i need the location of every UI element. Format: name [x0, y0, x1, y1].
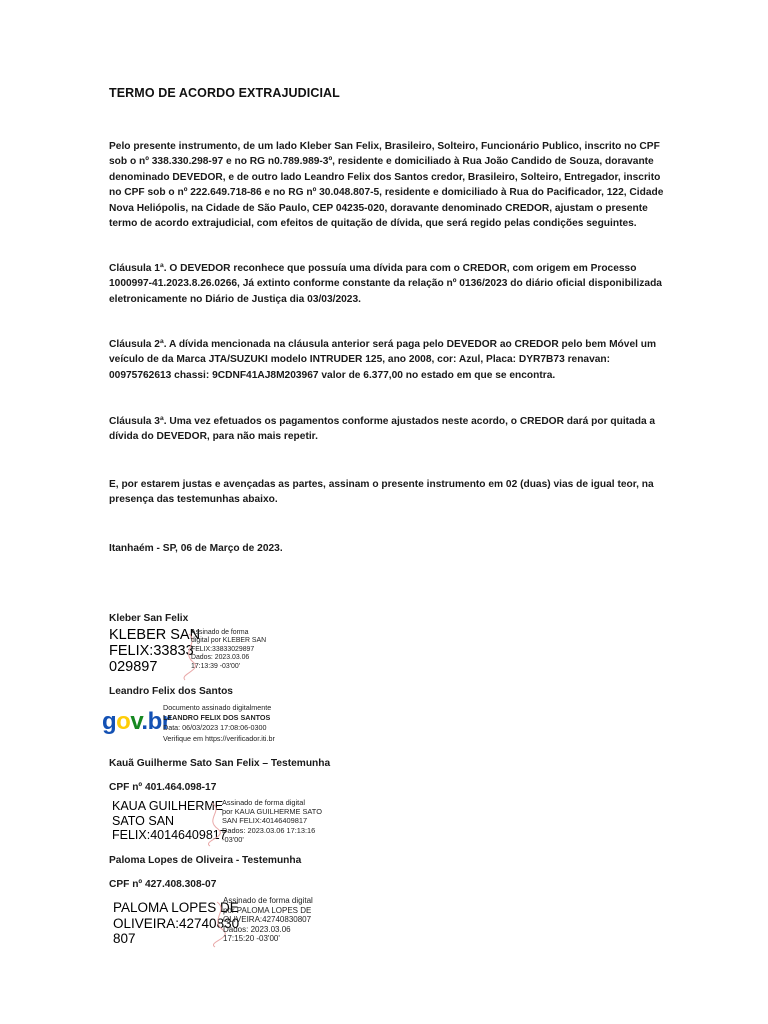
signature-meta-line: Assinado de forma [191, 629, 249, 636]
signature-meta-line: por KAUA GUILHERME SATO [222, 807, 322, 817]
signature-meta-line: -03'00' [222, 834, 244, 844]
document-title: TERMO DE ACORDO EXTRAJUDICIAL [109, 86, 340, 100]
closing-paragraph: E, por estarem justas e avençadas as partes, assinam o presente instrumento em 02 (duas) vias de igual teor, na presença das testemunhas abaixo. [109, 479, 654, 506]
signature-meta-line: 17:15:20 -03'00' [223, 934, 280, 944]
signature-meta-line: Assinado de forma digital [222, 798, 305, 807]
govbr-signer-name: LEANDRO FELIX DOS SANTOS [163, 713, 271, 723]
signature-name-line: PALOMA LOPES DE [113, 900, 239, 915]
govbr-signature-leandro [102, 703, 332, 743]
witness-cpf-kaua: CPF nº 401.464.098-17 [109, 782, 217, 793]
signature-name-line: KLEBER SAN [109, 627, 201, 643]
govbr-line: Documento assinado digitalmente [163, 703, 272, 712]
signature-meta-line: Dados: 2023.03.06 17:13:16 [222, 825, 316, 835]
intro-paragraph: Pelo presente instrumento, de um lado Kleber San Felix, Brasileiro, Solteiro, Funcionário Publico, inscrito no CPF sob o nº 338.330.298-97 e no RG n0.789.989-3º, residente e domiciliado à Rua João Candido de Souza, doravante denominado DEVEDOR, e de outro lado Leandro Felix dos Santos credor, Brasileiro, Solteiro, Entregador, inscrito no CPF sob o nº 222.649.718-86 e no RG nº 30.048.807-5, residente e domiciliado à Rua do Pacificador, 122, Cidade Nova Heliópolis, na Cidade de São Paulo, CEP 04235-020, doravante denominado CREDOR, ajustam o presente termo de acordo extrajudicial, com efeitos de quitação de dívida, que será regido pelas condições seguintes. [109, 141, 664, 230]
signature-meta-line: por PALOMA LOPES DE [223, 905, 312, 915]
signature-meta-kleber [191, 629, 266, 671]
signature-meta-line: OLIVEIRA:42740830807 [223, 915, 312, 925]
signature-meta-kaua [222, 798, 322, 844]
witness-cpf-paloma: CPF nº 427.408.308-07 [109, 879, 217, 890]
signature-meta-line: digital por KLEBER SAN [191, 637, 267, 645]
govbr-signature-text [163, 703, 275, 744]
witness-label-kaua: Kauã Guilherme Sato San Felix – Testemunha [109, 758, 331, 769]
place-date: Itanhaém - SP, 06 de Março de 2023. [109, 543, 283, 554]
witness-label-paloma: Paloma Lopes de Oliveira - Testemunha [109, 855, 302, 866]
signature-meta-paloma [223, 896, 313, 944]
signature-name-line: FELIX:33833 [109, 642, 194, 659]
govbr-line: Data: 06/03/2023 17:08:06-0300 [163, 723, 267, 733]
signature-meta-line: SAN FELIX:40146409817 [222, 816, 308, 826]
signature-meta-line: 17:13:39 -03'00' [191, 662, 240, 670]
clause-2-paragraph: Cláusula 2ª. A dívida mencionada na cláusula anterior será paga pelo DEVEDOR ao CREDOR pelo bem Móvel um veículo de da Marca JTA/SUZUKI modelo INTRUDER 125, ano 2008, cor: Azul, Placa: DYR7B73 renavan: 00975762613 chassi: 9CDNF41AJ8M203967 valor de 6.377,00 no estado em que se encontra. [109, 339, 657, 381]
signature-meta-line: Assinado de forma digital [223, 896, 313, 905]
signature-meta-line: Dados: 2023.03.06 [191, 654, 250, 662]
signature-name-line: OLIVEIRA:42740830 [113, 915, 240, 931]
signature-name-line: KAUA GUILHERME [112, 799, 224, 813]
signer-label-kleber: Kleber San Felix [109, 613, 189, 624]
digital-signature-kleber [109, 628, 309, 680]
signer-label-leandro: Leandro Felix dos Santos [109, 686, 233, 697]
signature-name-line: 029897 [109, 658, 158, 675]
signature-name-line: SATO SAN [112, 813, 175, 828]
govbr-logo-icon: gov.br [102, 708, 171, 735]
govbr-line: Verifique em https://verificador.iti.br [163, 733, 275, 743]
digital-signature-paloma [113, 896, 353, 948]
clause-3-paragraph: Cláusula 3ª. Uma vez efetuados os pagamentos conforme ajustados neste acordo, o CREDOR dará por quitada a dívida do DEVEDOR, para não mais repetir. [109, 416, 656, 443]
clause-1-paragraph: Cláusula 1ª. O DEVEDOR reconhece que possuía uma dívida para com o CREDOR, com origem em Processo 1000997-41.2023.8.26.0266, Já extinto conforme constante da relação nº 0136/2023 do diário oficial disponibilizada eletronicamente no Diário de Justiça dia 03/03/2023. [109, 263, 662, 305]
signature-meta-line: Dados: 2023.03.06 [223, 924, 291, 934]
signature-meta-line: FELIX:33833029897 [191, 645, 255, 653]
signature-name-line: 807 [113, 931, 136, 947]
signature-name-line: FELIX:40146409817 [112, 828, 227, 843]
digital-signature-kaua [112, 799, 342, 847]
